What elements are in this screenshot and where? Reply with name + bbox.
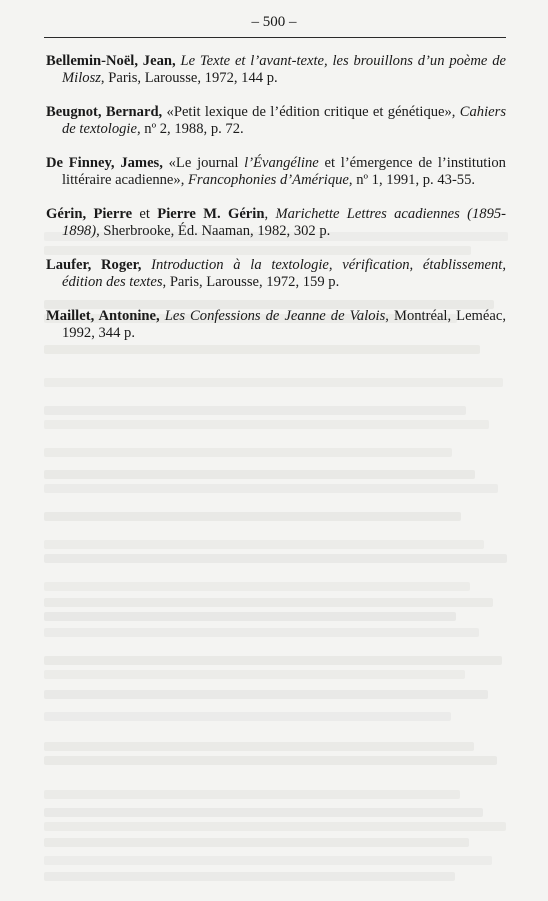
show-through-line [44, 808, 483, 817]
show-through-line [44, 554, 507, 563]
entry-text [141, 257, 151, 273]
entry-text: , Paris, Larousse, 1972, 144 p. [100, 70, 278, 86]
bibliography-entry [46, 257, 506, 291]
bibliography-entry [46, 155, 506, 189]
entry-title: Cahiers de textologie [62, 104, 506, 137]
show-through-line [44, 420, 489, 429]
entry-text: , Sherbrooke, Éd. Naaman, 1982, 302 p. [96, 223, 331, 239]
show-through-line [44, 484, 498, 493]
show-through-line [44, 582, 470, 591]
show-through-line [44, 656, 502, 665]
page-number: – 500 – [251, 14, 297, 30]
show-through-line [44, 690, 488, 699]
show-through-line [44, 822, 506, 831]
bibliography-entry [46, 206, 506, 240]
entry-text: , nº 2, 1988, p. 72. [136, 121, 244, 137]
header-rule [44, 37, 506, 38]
show-through-line [44, 856, 492, 865]
entry-text: , nº 1, 1991, p. 43-55. [348, 172, 476, 188]
show-through-line [44, 742, 474, 751]
bibliography-entry [46, 308, 506, 342]
entry-coauthor: Pierre M. Gérin [157, 206, 265, 222]
entry-text: , [264, 206, 276, 222]
show-through-line [44, 838, 469, 847]
entry-author: Maillet, Antonine, [46, 308, 160, 324]
entry-author: De Finney, James, [46, 155, 163, 171]
show-through-line [44, 406, 466, 415]
entry-text: et l’émergence de l’institution littéraire acadienne», [62, 155, 506, 188]
entry-author: Bellemin-Noël, Jean, [46, 53, 176, 69]
show-through-line [44, 470, 475, 479]
entry-author: Beugnot, Bernard, [46, 104, 163, 120]
show-through-line [44, 872, 455, 881]
bibliography-entry [46, 104, 506, 138]
bibliography-entry [46, 53, 506, 87]
show-through-line [44, 670, 465, 679]
entry-text: «Petit lexique de l’édition critique et génétique», [162, 104, 460, 120]
show-through-line [44, 612, 456, 621]
entry-title: Introduction à la textologie, vérification, établissement, édition des textes [62, 257, 506, 290]
show-through-line [44, 540, 484, 549]
entry-title: Marichette Lettres acadiennes (1895-1898) [62, 206, 507, 239]
entry-text: , Paris, Larousse, 1972, 159 p. [162, 274, 340, 290]
show-through-line [44, 512, 461, 521]
entry-text: et [132, 206, 158, 222]
show-through-line [44, 598, 493, 607]
show-through-line [44, 790, 460, 799]
entry-title: Les Confessions de Jeanne de Valois [164, 308, 386, 324]
entry-text: «Le journal [162, 155, 245, 171]
entry-text: , Montréal, Leméac, 1992, 344 p. [62, 308, 506, 341]
entry-author: Laufer, Roger, [46, 257, 142, 273]
entry-title: Francophonies d’Amérique [188, 172, 349, 188]
entry-title: Le Texte et l’avant-texte, les brouillons d’un poème de Milosz [62, 53, 506, 86]
entry-title: l’Évangéline [244, 155, 319, 171]
bibliography-list [46, 53, 506, 359]
show-through-line [44, 448, 452, 457]
show-through-line [44, 628, 479, 637]
show-through-line [44, 756, 497, 765]
entry-author: Gérin, Pierre [46, 206, 133, 222]
show-through-line [44, 378, 503, 387]
show-through-line [44, 712, 451, 721]
